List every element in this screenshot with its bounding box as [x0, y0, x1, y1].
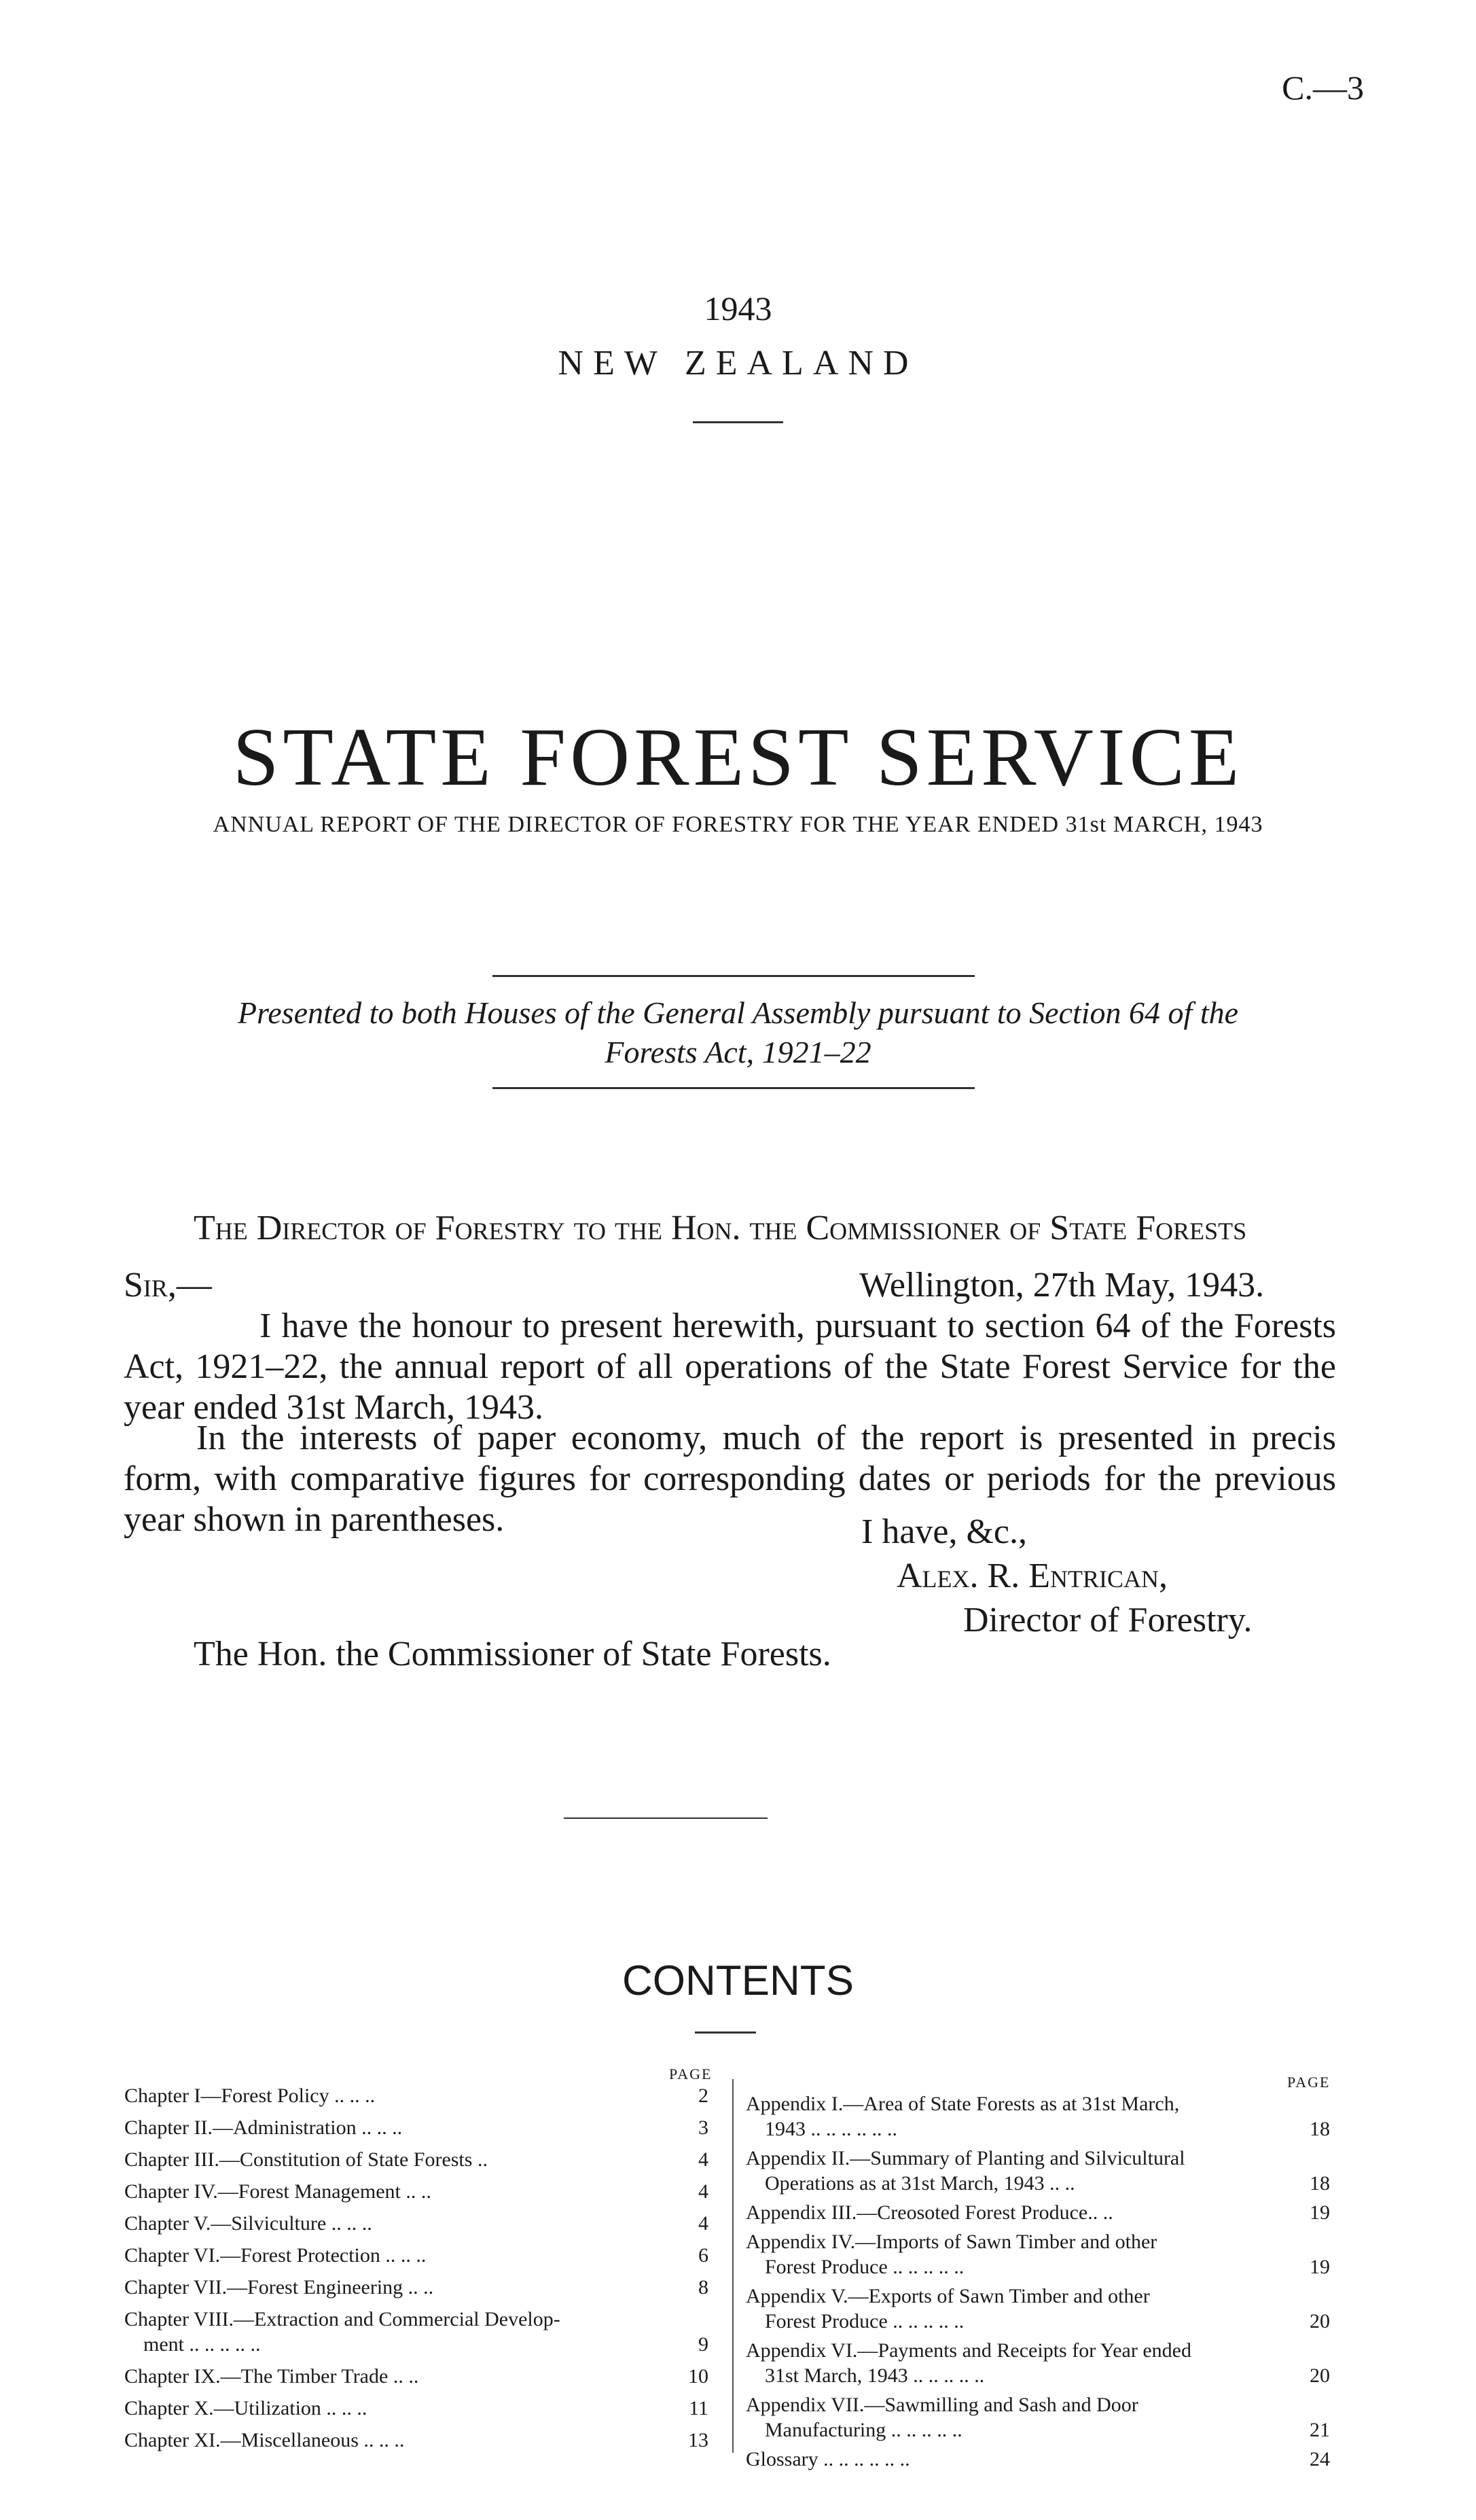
contents-entry — [124, 2179, 708, 2204]
contents-entry-page: 20 — [1310, 2310, 1330, 2332]
contents-entry-page: 6 — [698, 2244, 708, 2267]
contents-entry-page: 11 — [689, 2397, 708, 2419]
contents-entry — [124, 2307, 708, 2357]
contents-entry-text: Appendix III.—Creosoted Forest Produce.. .. — [746, 2201, 1113, 2224]
contents-entry-page: 21 — [1310, 2419, 1330, 2441]
divider-bottom — [492, 1087, 975, 1089]
contents-entry — [124, 2115, 708, 2140]
contents-entry — [746, 2229, 1330, 2279]
document-title: STATE FOREST SERVICE — [232, 711, 1244, 803]
contents-entry-text: Chapter X.—Utilization .. .. .. — [124, 2397, 367, 2419]
contents-entry-page: 3 — [698, 2116, 708, 2139]
contents-entry-text: Chapter III.—Constitution of State Forests .. — [124, 2148, 488, 2171]
contents-column-divider — [732, 2079, 734, 2453]
contents-entry-text: Appendix VII.—Sawmilling and Sash and Door — [746, 2394, 1138, 2416]
contents-entry-text: 31st March, 1943 .. .. .. .. .. — [765, 2364, 985, 2387]
contents-entry-text: Glossary .. .. .. .. .. .. — [746, 2448, 910, 2470]
contents-entry-page: 4 — [698, 2180, 708, 2203]
contents-entry-text: Forest Produce .. .. .. .. .. — [765, 2256, 965, 2278]
contents-entry — [746, 2338, 1330, 2388]
letter-signatory: Alex. R. Entrican, — [897, 1557, 1168, 1595]
contents-entry-page: 24 — [1310, 2448, 1330, 2470]
contents-entry-text: Chapter VII.—Forest Engineering .. .. — [124, 2276, 434, 2299]
letter-paragraph-1: I have the honour to present herewith, pursuant to section 64 of the Forests Act, 1921–22, the annual report of all operations of the State Forest Service for the year ended 31st March, 1943. — [124, 1307, 1336, 1427]
contents-entry-text: Chapter II.—Administration .. .. .. — [124, 2116, 403, 2139]
contents-entry-page: 4 — [698, 2148, 708, 2171]
contents-left-column — [124, 2083, 708, 2460]
contents-entry — [124, 2211, 708, 2236]
contents-entry-text: Appendix VI.—Payments and Receipts for Year ended — [746, 2339, 1191, 2362]
contents-entry-page: 13 — [688, 2429, 708, 2451]
contents-entry-text: Operations as at 31st March, 1943 .. .. — [765, 2172, 1075, 2195]
contents-entry-text: Chapter VIII.—Extraction and Commercial Develop- — [124, 2308, 560, 2330]
contents-entry-text: ment .. .. .. .. .. — [143, 2333, 261, 2356]
contents-entry-page: 18 — [1310, 2118, 1330, 2140]
contents-entry-text: Appendix IV.—Imports of Sawn Timber and other — [746, 2231, 1157, 2253]
country-heading: NEW ZEALAND — [558, 344, 918, 383]
contents-entry — [124, 2364, 708, 2389]
contents-entry — [124, 2083, 708, 2108]
letter-salutation: Sir,— — [124, 1266, 212, 1305]
letter-heading — [194, 1208, 1246, 1249]
contents-entry-page: 19 — [1310, 2201, 1330, 2224]
letter-closing: I have, &c., — [861, 1512, 1028, 1551]
letter-addressee: The Hon. the Commissioner of State Forests. — [194, 1635, 831, 1673]
contents-entry — [746, 2091, 1330, 2142]
contents-entry — [746, 2200, 1330, 2225]
presentation-note — [0, 993, 1476, 1072]
contents-entry-text: Appendix V.—Exports of Sawn Timber and other — [746, 2285, 1150, 2307]
contents-title: CONTENTS — [622, 1957, 854, 2004]
contents-entry-text: Chapter IX.—The Timber Trade .. .. — [124, 2365, 419, 2388]
contents-entry-text: Chapter VI.—Forest Protection .. .. .. — [124, 2244, 427, 2267]
contents-entry-text: Manufacturing .. .. .. .. .. — [765, 2419, 962, 2441]
contents-entry — [124, 2243, 708, 2268]
contents-entry-page: 19 — [1310, 2256, 1330, 2278]
letter-place-date: Wellington, 27th May, 1943. — [859, 1266, 1265, 1305]
contents-entry-text: Appendix I.—Area of State Forests as at 31st March, — [746, 2093, 1180, 2115]
contents-entry-page: 8 — [698, 2276, 708, 2299]
presentation-line-1: Presented to both Houses of the General Assembly pursuant to Section 64 of the — [237, 995, 1239, 1030]
contents-entry — [746, 2146, 1330, 2196]
contents-entry-text: Forest Produce .. .. .. .. .. — [765, 2310, 965, 2332]
contents-page-header-right: PAGE — [1287, 2074, 1331, 2091]
contents-entry — [124, 2428, 708, 2453]
contents-entry-page: 9 — [698, 2333, 708, 2356]
contents-entry — [746, 2447, 1330, 2472]
divider-short — [693, 421, 783, 423]
document-subtitle: ANNUAL REPORT OF THE DIRECTOR OF FORESTRY FOR THE YEAR ENDED 31st MARCH, 1943 — [213, 812, 1263, 837]
contents-entry — [746, 2284, 1330, 2334]
divider-section — [564, 1817, 768, 1819]
contents-entry — [124, 2275, 708, 2300]
contents-entry-page: 4 — [698, 2212, 708, 2235]
contents-entry-text: Appendix II.—Summary of Planting and Silvicultural — [746, 2147, 1185, 2169]
contents-entry-text: Chapter V.—Silviculture .. .. .. — [124, 2212, 372, 2235]
contents-entry — [124, 2147, 708, 2172]
contents-entry-page: 10 — [688, 2365, 708, 2388]
letter-heading-text: The Director of Forestry to the Hon. the Commissioner of State Forests — [194, 1209, 1247, 1247]
page-code: C.—3 — [1282, 69, 1364, 107]
contents-entry — [124, 2396, 708, 2421]
contents-right-column — [746, 2091, 1330, 2476]
contents-entry-text: 1943 .. .. .. .. .. .. — [765, 2118, 897, 2140]
contents-entry-page: 20 — [1310, 2364, 1330, 2387]
contents-entry-text: Chapter I—Forest Policy .. .. .. — [124, 2084, 376, 2107]
report-year: 1943 — [704, 289, 772, 327]
contents-page-header-left: PAGE — [669, 2065, 713, 2082]
letter-signatory-title: Director of Forestry. — [963, 1601, 1253, 1639]
divider-contents — [695, 2031, 756, 2034]
divider-top — [492, 975, 975, 977]
contents-entry-text: Chapter XI.—Miscellaneous .. .. .. — [124, 2429, 405, 2451]
letter-paragraph-2: In the interests of paper economy, much of the report is presented in precis form, with comparative figures for corresponding dates or periods for the previous year shown in parentheses. — [124, 1419, 1336, 1539]
contents-entry-page: 18 — [1310, 2172, 1330, 2195]
contents-entry — [746, 2392, 1330, 2443]
presentation-line-2: Forests Act, 1921–22 — [605, 1035, 871, 1069]
contents-entry-page: 2 — [698, 2084, 708, 2107]
contents-entry-text: Chapter IV.—Forest Management .. .. — [124, 2180, 431, 2203]
